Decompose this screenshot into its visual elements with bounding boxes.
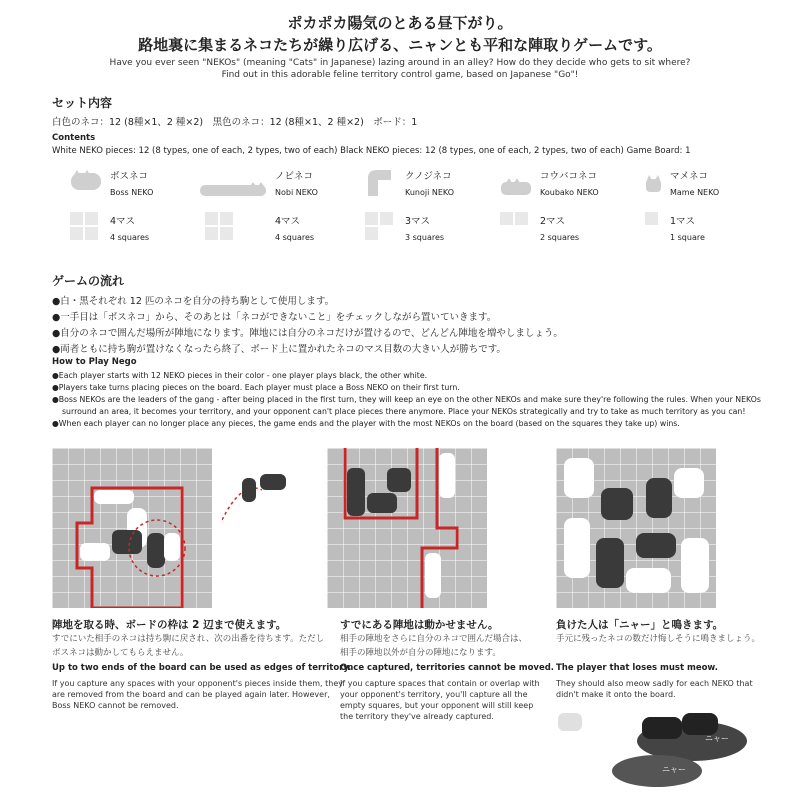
col1-jp-1: すでにいた相手のネコは持ち駒に戻され、次の出番を待ちます。ただし bbox=[52, 634, 325, 644]
intro-en-2: Find out in this adorable feline territory control game, based on Japanese "Go"! bbox=[221, 70, 579, 80]
flow-en-1: ●Each player starts with 12 NEKO pieces in their color - one player plays black, the other white. bbox=[52, 371, 428, 380]
squares-icon bbox=[500, 212, 530, 242]
boss-neko-icon bbox=[70, 170, 104, 192]
piece-squares-en: 4 squares bbox=[275, 233, 315, 242]
intro-en-1: Have you ever seen "NEKOs" (meaning "Cats" in Japanese) lazing around in an alley? How do they decide who gets to sit where? bbox=[109, 58, 691, 68]
col1-head: 陣地を取る時、ボードの枠は 2 辺まで使えます。 bbox=[52, 619, 287, 631]
meow-bubble-1: ニャー bbox=[705, 734, 729, 743]
col1-en-head: Up to two ends of the board can be used as edges of territory. bbox=[52, 663, 352, 673]
piece-en: Kunoji NEKO bbox=[405, 188, 455, 197]
headline-2: 路地裏に集まるネコたちが繰り広げる、ニャンとも平和な陣取りゲームです。 bbox=[138, 36, 662, 54]
intro-en bbox=[0, 57, 800, 81]
piece-en: Koubako NEKO bbox=[540, 188, 599, 197]
col1-en-1: If you capture any spaces with your opponent's pieces inside them, they bbox=[52, 679, 344, 688]
removed-pieces-icon bbox=[222, 470, 292, 530]
col3-jp-1: 手元に残ったネコの数だけ悔しそうに鳴きましょう。 bbox=[556, 634, 761, 644]
flow-title: ゲームの流れ bbox=[52, 274, 125, 288]
col2-en-4: the territory they've already captured. bbox=[340, 712, 494, 721]
board-example-2 bbox=[327, 448, 487, 608]
squares-icon bbox=[365, 212, 395, 242]
board-example-3 bbox=[556, 448, 716, 608]
board-example-1 bbox=[52, 448, 217, 608]
squares-icon bbox=[70, 212, 100, 242]
piece-kunoji bbox=[365, 168, 505, 258]
piece-en: Mame NEKO bbox=[670, 188, 720, 197]
flow-en-2: ●Players take turns placing pieces on the board. Each player must place a Boss NEKO on their first turn. bbox=[52, 383, 460, 392]
piece-squares-en: 4 squares bbox=[110, 233, 150, 242]
flow-en-3: ●Boss NEKOs are the leaders of the gang - after being placed in the first turn, they will keep an eye on the other NEKOs and make sure they're following the rules. When your NEKOs bbox=[52, 395, 761, 404]
headline-1: ポカポカ陽気のとある昼下がり。 bbox=[287, 14, 513, 32]
contents-en: White NEKO pieces: 12 (8 types, one of each, 2 types, two of each) Black NEKO pieces: 12 (8 types, one of each, 2 types, two of each) Game Board: 1 bbox=[52, 146, 691, 156]
flow-jp-2: ●一手目は「ボスネコ」から、そのあとは「ネコができないこと」をチェックしながら置いていきます。 bbox=[52, 312, 497, 323]
flow-en-4: surround an area, it becomes your territory, and your opponent can't place pieces there anymore. Place your NEKOs strategically and try to take as much territory as you can! bbox=[62, 407, 746, 416]
how-to-play-title: How to Play Nego bbox=[52, 357, 137, 367]
piece-squares: 3マス bbox=[405, 216, 431, 227]
col2-head: すでにある陣地は動かせません。 bbox=[340, 619, 499, 631]
piece-nobi bbox=[205, 168, 345, 258]
col1-en-2: are removed from the board and can be played again later. However, bbox=[52, 690, 330, 699]
squares-icon bbox=[205, 212, 235, 242]
flow-en-5: ●When each player can no longer place any pieces, the game ends and the player with the most NEKOs on the board (based on the squares they take up) wins. bbox=[52, 419, 680, 428]
col2-en-3: empty squares, but your opponent will still keep bbox=[340, 701, 534, 710]
meow-bubble-2: ニャー bbox=[662, 765, 686, 774]
flow-jp-3: ●自分のネコで囲んだ場所が陣地になります。陣地には自分のネコだけが置けるので、どんどん陣地を増やしましょう。 bbox=[52, 328, 563, 339]
piece-koubako bbox=[500, 168, 640, 258]
meowing-cats-illustration bbox=[552, 705, 752, 795]
piece-squares-en: 3 squares bbox=[405, 233, 445, 242]
piece-en: Nobi NEKO bbox=[275, 188, 318, 197]
col3-en-2: didn't make it onto the board. bbox=[556, 690, 676, 699]
mame-neko-icon bbox=[644, 174, 664, 194]
col2-jp-1: 相手の陣地をさらに自分のネコで囲んだ場合は、 bbox=[340, 634, 528, 644]
piece-squares: 4マス bbox=[110, 216, 136, 227]
piece-jp: マメネコ bbox=[670, 171, 709, 182]
col2-en-1: If you capture spaces that contain or overlap with bbox=[340, 679, 540, 688]
piece-mame bbox=[630, 168, 770, 258]
piece-squares: 2マス bbox=[540, 216, 566, 227]
kunoji-neko-icon bbox=[365, 168, 395, 198]
col2-jp-2: 相手の陣地以外が自分の陣地になります。 bbox=[340, 648, 501, 658]
set-jp: 白色のネコ：12 (8種×1、2 種×2) 黒色のネコ：12 (8種×1、2 種×2) ボード：1 bbox=[52, 117, 418, 128]
piece-squares: 1マス bbox=[670, 216, 696, 227]
piece-squares-en: 1 square bbox=[670, 233, 705, 242]
col1-en-3: Boss NEKO cannot be removed. bbox=[52, 701, 179, 710]
piece-en: Boss NEKO bbox=[110, 188, 154, 197]
squares-icon bbox=[630, 212, 660, 242]
col2-en-2: your opponent's territory, you'll capture all the bbox=[340, 690, 528, 699]
piece-jp: ノビネコ bbox=[275, 171, 314, 182]
set-title: セット内容 bbox=[52, 96, 113, 110]
piece-squares: 4マス bbox=[275, 216, 301, 227]
piece-jp: クノジネコ bbox=[405, 171, 452, 182]
col3-head: 負けた人は「ニャー」と鳴きます。 bbox=[556, 619, 724, 631]
col3-en-1: They should also meow sadly for each NEKO that bbox=[556, 679, 753, 688]
koubako-neko-icon bbox=[500, 178, 534, 196]
piece-boss bbox=[70, 168, 210, 258]
flow-jp-1: ●白・黒それぞれ 12 匹のネコを自分の持ち駒として使用します。 bbox=[52, 296, 335, 307]
piece-jp: ボスネコ bbox=[110, 171, 149, 182]
flow-jp-4: ●両者ともに持ち駒が置けなくなったら終了、ボード上に置かれたネコのマス目数の大きい人が勝ちです。 bbox=[52, 344, 506, 355]
col2-en-head: Once captured, territories cannot be moved. bbox=[340, 663, 555, 673]
piece-squares-en: 2 squares bbox=[540, 233, 580, 242]
col3-en-head: The player that loses must meow. bbox=[556, 663, 718, 673]
nobi-neko-icon bbox=[200, 182, 270, 198]
contents-title: Contents bbox=[52, 133, 96, 143]
col1-jp-2: ボスネコは動かしてもらえません。 bbox=[52, 648, 189, 658]
piece-jp: コウバコネコ bbox=[540, 171, 598, 182]
